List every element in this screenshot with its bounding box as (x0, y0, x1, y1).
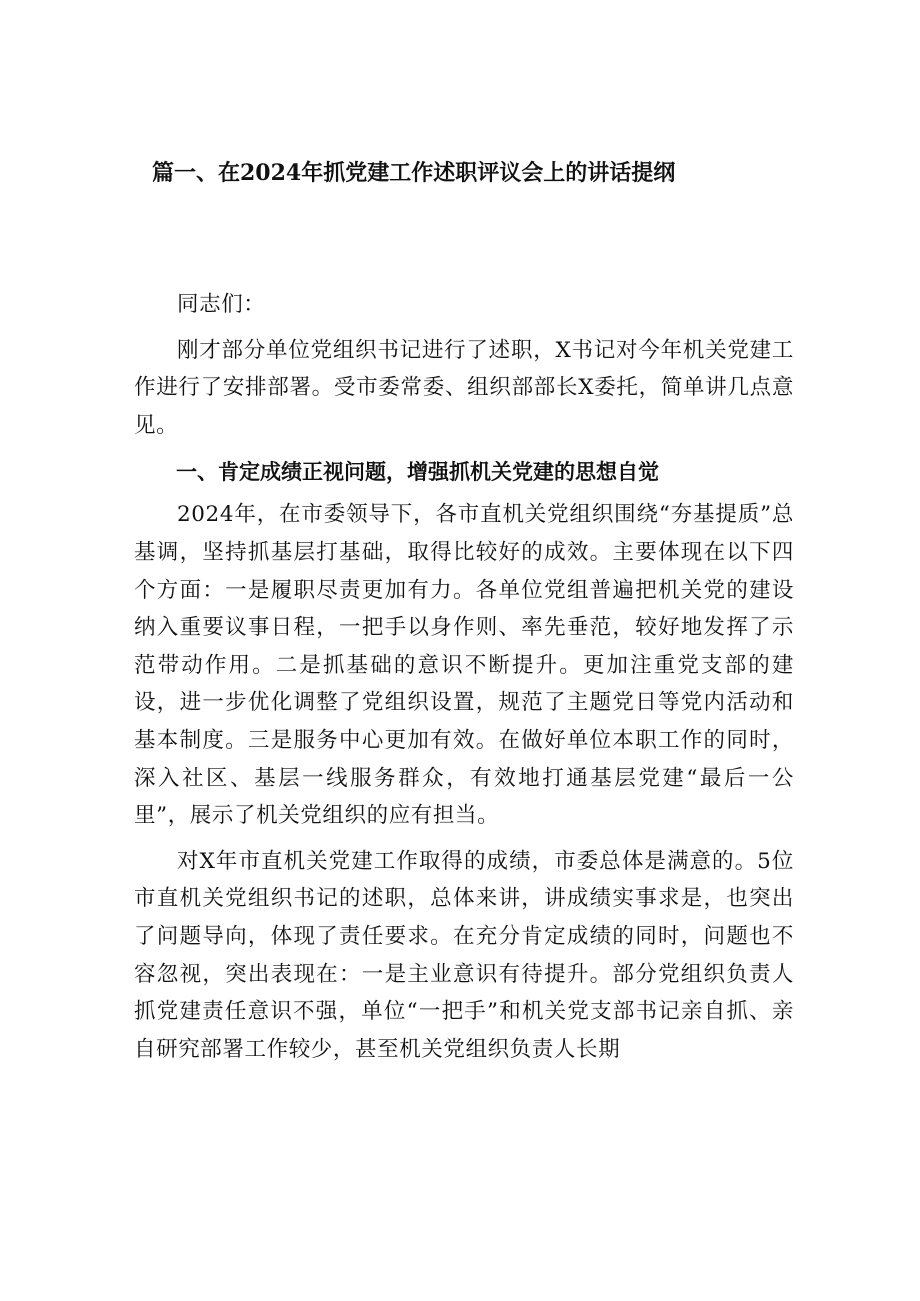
achievements-paragraph: 2024年，在市委领导下，各市直机关党组织围绕“夯基提质”总基调，坚持抓基层打基础，取得比较好的成效。主要体现在以下四个方面：一是履职尽责更加有力。各单位党组普遍把机关党的建设纳入重要议事日程，一把手以身作则、率先垂范，较好地发挥了示范带动作用。二是抓基础的意识不断提升。更加注重党支部的建设，进一步优化调整了党组织设置，规范了主题党日等党内活动和基本制度。三是服务中心更加有效。在做好单位本职工作的同时，深入社区、基层一线服务群众，有效地打通基层党建“最后一公里”，展示了机关党组织的应有担当。 (134, 502, 794, 829)
problems-paragraph: 对X年市直机关党建工作取得的成绩，市委总体是满意的。5位市直机关党组织书记的述职，总体来讲，讲成绩实事求是，也突出了问题导向，体现了责任要求。在充分肯定成绩的同时，问题也不容忽视，突出表现在：一是主业意识有待提升。部分党组织负责人抓党建责任意识不强，单位“一把手”和机关党支部书记亲自抓、亲自研究部署工作较少，甚至机关党组织负责人长期 (134, 848, 794, 1062)
document-body (134, 286, 794, 1068)
greeting-paragraph: 同志们： (177, 292, 266, 317)
document-title: 篇一、在2024年抓党建工作述职评议会上的讲话提纲 (152, 160, 676, 186)
section-heading: 一、肯定成绩正视问题，增强抓机关党建的思想自觉 (176, 460, 659, 485)
intro-paragraph: 刚才部分单位党组织书记进行了述职，X书记对今年机关党建工作进行了安排部署。受市委常委、组织部部长X委托，简单讲几点意见。 (134, 337, 794, 438)
